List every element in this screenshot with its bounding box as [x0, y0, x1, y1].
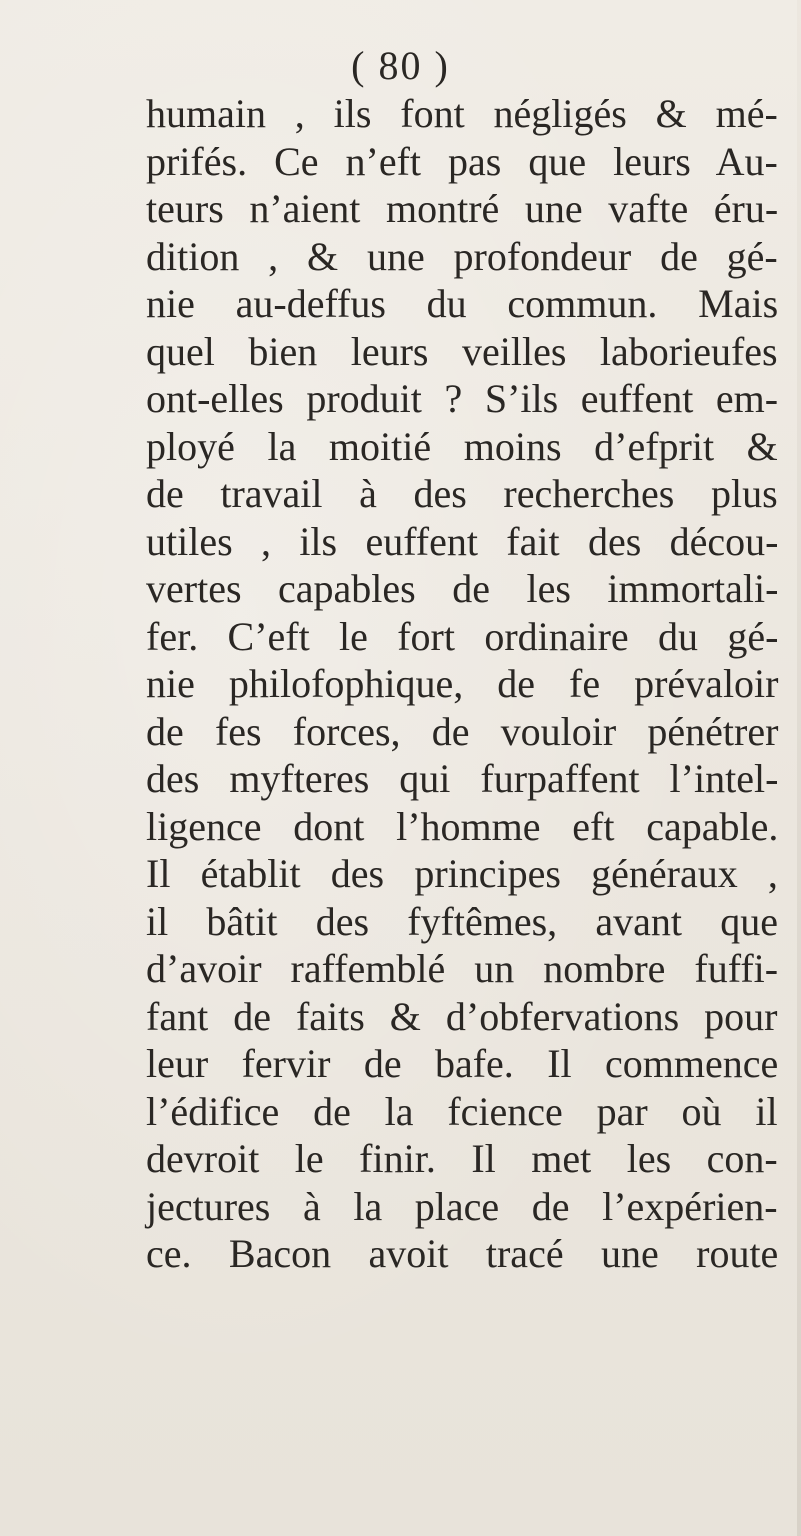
text-line: d’avoir raffemblé un nombre fuffi-	[146, 946, 779, 991]
text-line: ligence dont l’homme eft capable.	[146, 803, 779, 849]
text-line: vertes capables de les immortali-	[146, 566, 779, 611]
page-edge	[797, 0, 801, 1536]
text-line: devroit le finir. Il met les con-	[146, 1136, 778, 1181]
text-line: leur fervir de bafe. Il commence	[146, 1041, 779, 1086]
text-line: quel bien leurs veilles laborieufes	[146, 328, 778, 374]
text-line: prifés. Ce n’eft pas que leurs Au-	[146, 138, 778, 184]
text-line: fant de faits & d’obfervations pour	[146, 993, 778, 1039]
text-line: nie philofophique, de fe prévaloir	[146, 661, 779, 706]
text-line: l’édifice de la fcience par où il	[146, 1088, 778, 1134]
text-line: ployé la moitié moins d’efprit &	[146, 423, 778, 469]
text-line: Il établit des principes généraux ,	[146, 851, 778, 896]
page-number: ( 80 )	[351, 43, 450, 88]
text-line: dition , & une profondeur de gé-	[146, 233, 778, 279]
text-line: humain , ils font négligés & mé-	[146, 91, 778, 136]
text-line: fer. C’eft le fort ordinaire du gé-	[146, 613, 779, 659]
text-line: jectures à la place de l’expérien-	[146, 1183, 778, 1229]
text-line: des myfteres qui furpaffent l’intel-	[146, 756, 779, 801]
text-line: utiles , ils euffent fait des décou-	[146, 518, 779, 564]
text-line: ce. Bacon avoit tracé une route	[146, 1231, 779, 1276]
text-line: teurs n’aient montré une vafte éru-	[146, 186, 779, 231]
text-line: de travail à des recherches plus	[146, 471, 778, 516]
text-line: de fes forces, de vouloir pénétrer	[146, 708, 779, 754]
text-line: il bâtit des fyftêmes, avant que	[146, 898, 778, 944]
text-line: nie au-deffus du commun. Mais	[146, 281, 779, 326]
text-line: ont-elles produit ? S’ils euffent em-	[146, 376, 779, 421]
body-text	[146, 90, 778, 1278]
